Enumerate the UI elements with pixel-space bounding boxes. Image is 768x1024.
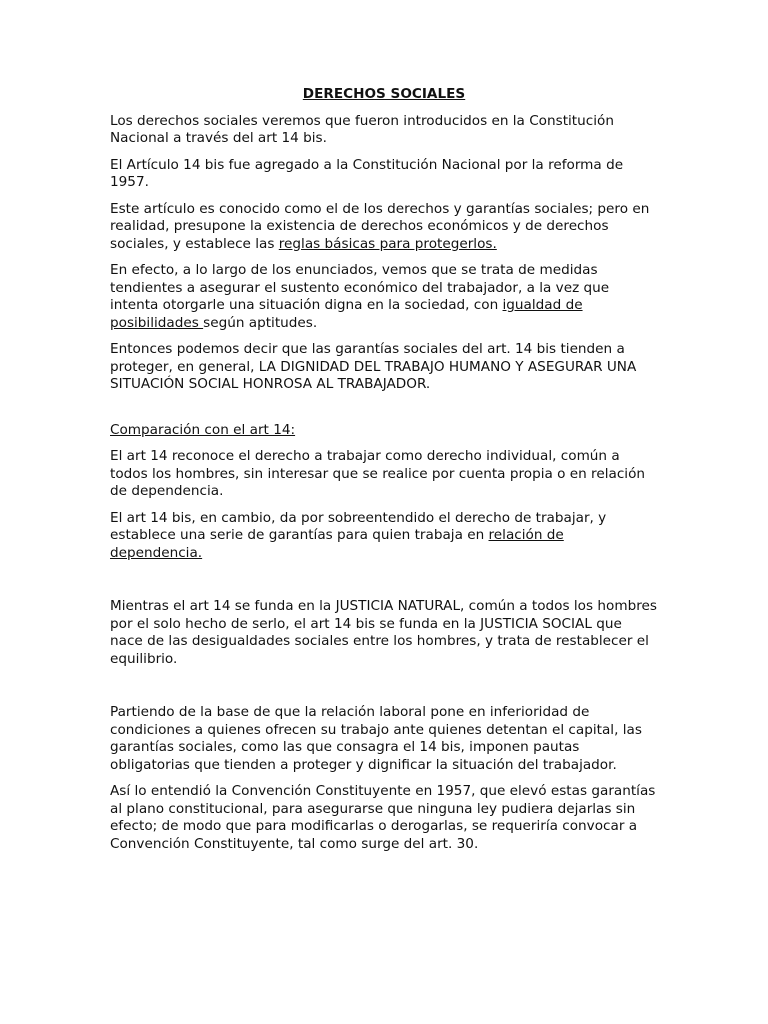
paragraph-article-origin-text: El Artículo 14 bis fue agregado a la Constitución Nacional por la reforma de 1957. [110, 156, 624, 190]
paragraph-economic-support-text: En efecto, a lo largo de los enunciados, vemos que se trata de medidas tendientes a asegurar el sustento económico del trabajador, a la vez que intenta otorgarle una situación digna en la sociedad, con [110, 262, 610, 313]
paragraph-art14-individual-text: El art 14 reconoce el derecho a trabajar como derecho individual, común a todos los hombres, sin interesar que se realice por cuenta propia o en relación de dependencia. [110, 448, 646, 499]
document-page [110, 86, 658, 862]
paragraph-convention-text: Así lo entendió la Convención Constituyente en 1957, que elevó estas garantías al plano constitucional, para asegurarse que ninguna ley pudiera dejarlas sin efecto; de modo que para modificarlas o derogarlas, se requeriría convocar a Convención Constituyente, tal como surge del art. 30. [110, 783, 656, 852]
paragraph-labor-relation [110, 704, 658, 774]
section-heading-comparison-text: Comparación con el art 14: [110, 421, 296, 438]
underlined-phrase-basic-rules: reglas básicas para protegerlos. [278, 235, 497, 252]
paragraph-intro-text: Los derechos sociales veremos que fueron introducidos en la Constitución Nacional a través del art 14 bis. [110, 112, 614, 146]
section-heading-comparison [110, 422, 658, 440]
underlined-phrase-equal-opportunities: igualdad de posibilidades [110, 297, 583, 331]
paragraph-dignity [110, 341, 658, 394]
paragraph-intro [110, 113, 658, 148]
underlined-phrase-dependency: relación de dependencia. [110, 527, 564, 561]
paragraph-labor-relation-text: Partiendo de la base de que la relación laboral pone en inferioridad de condiciones a quienes ofrecen su trabajo ante quienes detentan el capital, las garantías sociales, como las que consagra el 14 bis, imponen pautas obligatorias que tienden a proteger y dignificar la situación del trabajador. [110, 704, 642, 773]
paragraph-art14bis-dependency-text: El art 14 bis, en cambio, da por sobreentendido el derecho de trabajar, y establece una serie de garantías para quien trabaja en [110, 509, 607, 543]
paragraph-convention [110, 783, 658, 853]
paragraph-art14-individual [110, 448, 658, 501]
paragraph-economic-support [110, 262, 658, 332]
paragraph-dignity-text: Entonces podemos decir que las garantías sociales del art. 14 bis tienden a proteger, en general, LA DIGNIDAD DEL TRABAJO HUMANO Y ASEGURAR UNA SITUACIÓN SOCIAL HONROSA AL TRABAJADOR. [110, 341, 637, 392]
paragraph-art14bis-dependency [110, 510, 658, 563]
document-title: DERECHOS SOCIALES [302, 86, 466, 102]
paragraph-economic-support-end: según aptitudes. [203, 314, 318, 331]
paragraph-article-scope-text: Este artículo es conocido como el de los derechos y garantías sociales; pero en realidad, presupone la existencia de derechos económicos y de derechos sociales, y establece las [110, 200, 650, 252]
paragraph-article-origin [110, 157, 658, 192]
paragraph-justice-text: Mientras el art 14 se funda en la JUSTICIA NATURAL, común a todos los hombres por el solo hecho de serlo, el art 14 bis se funda en la JUSTICIA SOCIAL que nace de las desigualdades sociales entre los hombres, y trata de restablecer el equilibrio. [110, 598, 657, 667]
paragraph-justice [110, 598, 658, 668]
paragraph-article-scope [110, 201, 658, 254]
